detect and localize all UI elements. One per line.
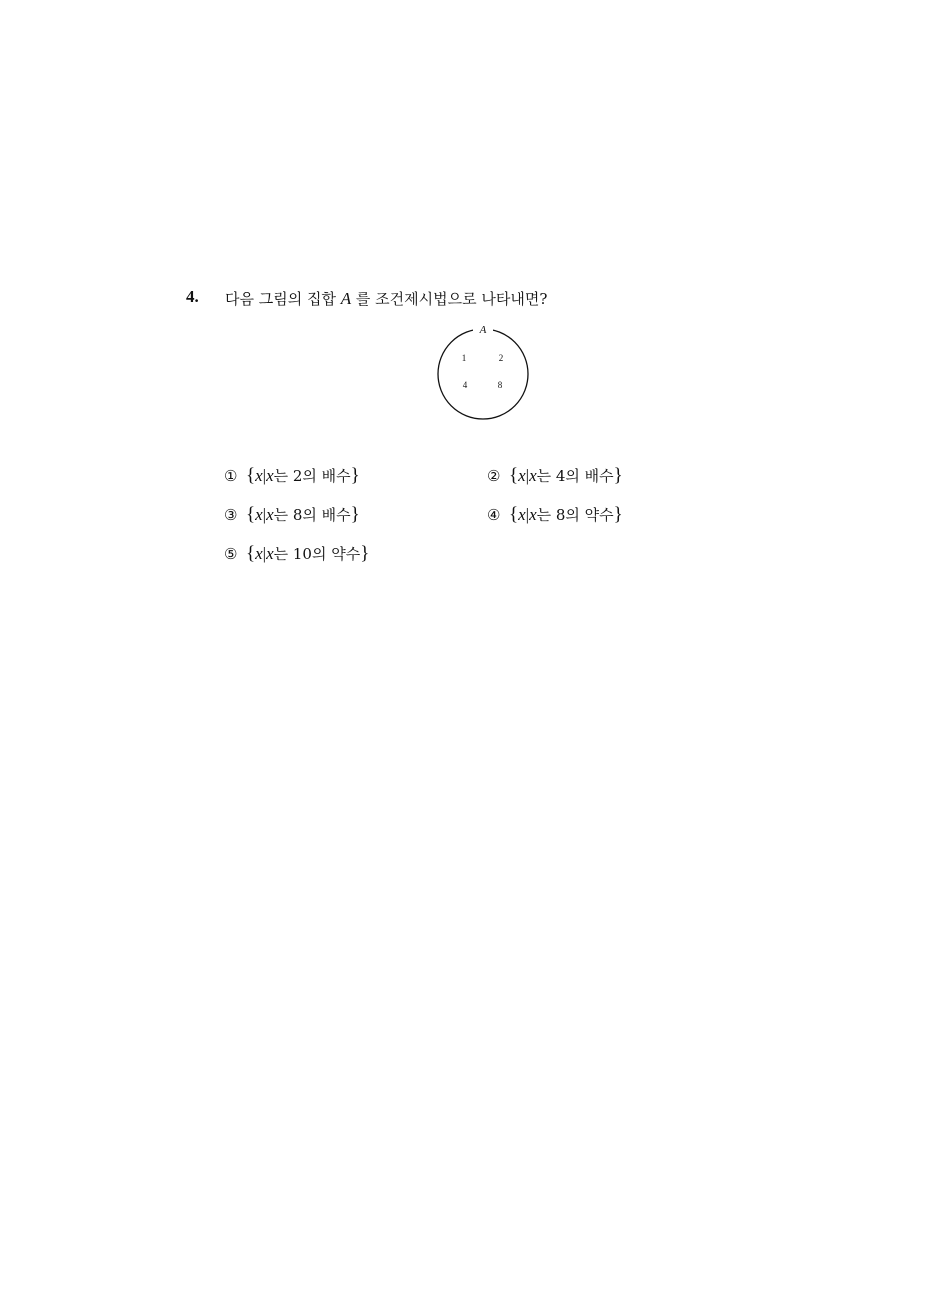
choice-5[interactable] <box>224 543 369 565</box>
set-element: 2 <box>498 353 504 363</box>
choice-set: {x|x는 4의 배수} <box>509 465 623 486</box>
set-circle <box>438 329 528 419</box>
question-text <box>225 288 547 309</box>
set-element: 4 <box>462 380 468 390</box>
choice-2[interactable] <box>487 465 623 487</box>
set-element: 8 <box>497 380 503 390</box>
set-element: 1 <box>461 353 467 363</box>
set-label: A <box>479 324 487 336</box>
question-number: 4. <box>186 287 199 306</box>
choice-mark: ③ <box>224 506 238 524</box>
choice-mark: ⑤ <box>224 545 238 563</box>
question-text-after: 를 조건제시법으로 나타내면? <box>351 290 548 308</box>
choice-set: {x|x는 8의 약수} <box>509 504 623 525</box>
choice-1[interactable] <box>224 465 360 487</box>
question-set-name: A <box>340 289 352 308</box>
choice-set: {x|x는 10의 약수} <box>246 543 370 564</box>
choice-mark: ④ <box>487 506 501 524</box>
set-diagram <box>433 318 533 426</box>
question-text-before: 다음 그림의 집합 <box>225 290 341 308</box>
choice-4[interactable] <box>487 504 623 526</box>
choice-mark: ② <box>487 467 501 485</box>
choice-set: {x|x는 8의 배수} <box>246 504 360 525</box>
choice-3[interactable] <box>224 504 360 526</box>
choice-mark: ① <box>224 467 238 485</box>
choice-set: {x|x는 2의 배수} <box>246 465 360 486</box>
